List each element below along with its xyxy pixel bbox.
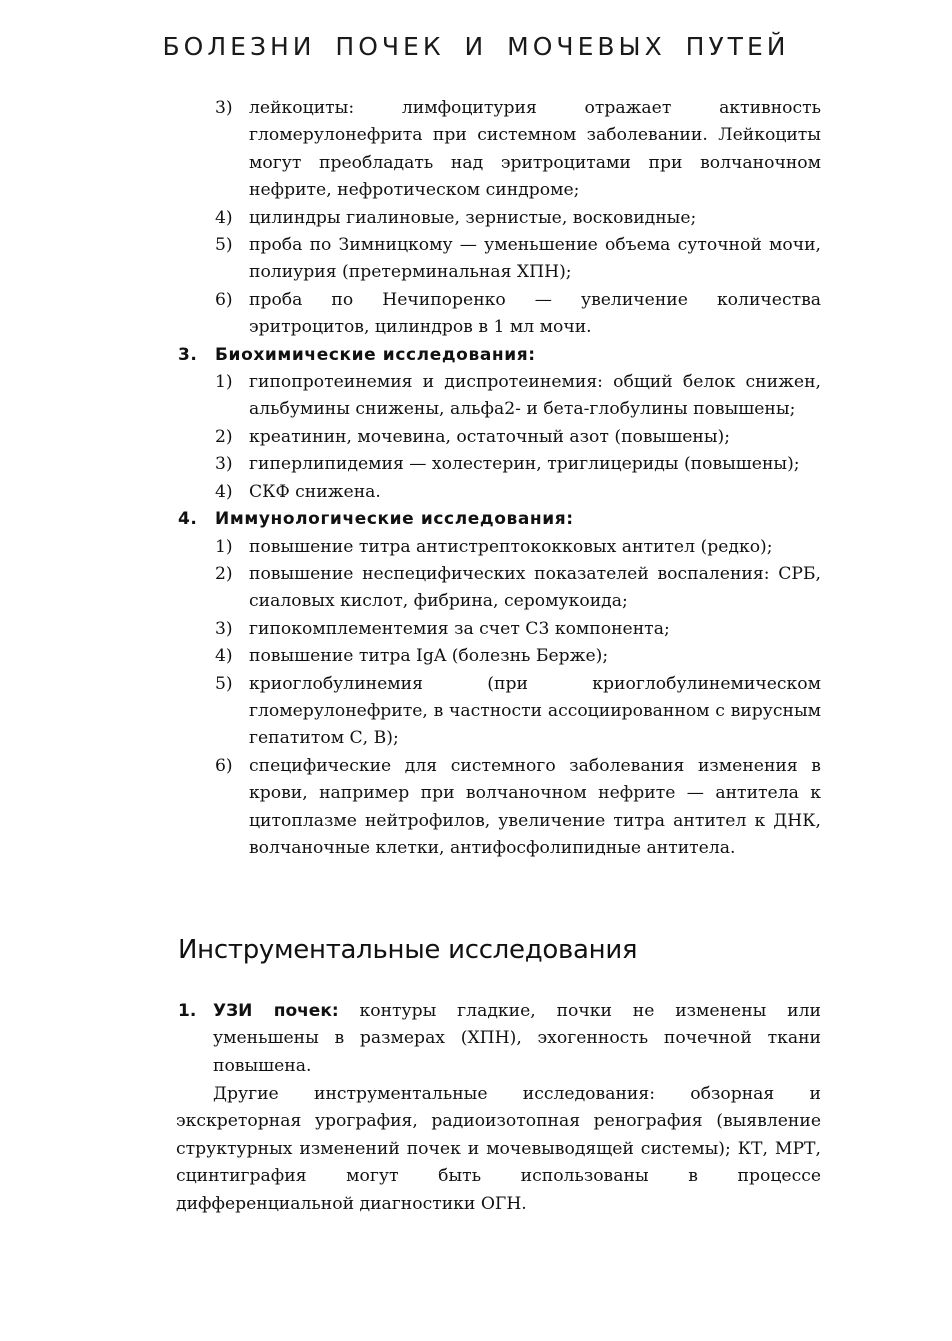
list-item xyxy=(215,479,821,506)
item-text: гиперлипидемия — холестерин, триглицериды (повышены); xyxy=(249,454,800,475)
item-text: гипопротеинемия и диспротеинемия: общий белок снижен, альбумины снижены, альфа2- и бета-глобулины повышены; xyxy=(249,372,821,420)
item-text: СКФ снижена. xyxy=(249,481,381,502)
item-text: проба по Нечипоренко — увеличение количества эритроцитов, цилиндров в 1 мл мочи. xyxy=(249,289,821,338)
section-title: Иммунологические исследования: xyxy=(215,509,574,530)
list-item xyxy=(215,95,821,205)
item-text: криоглобулинемия (при криоглобулинемическом гломерулонефрите, в частности ассоциированном с вирусным гепатитом С, В); xyxy=(249,673,821,749)
list-item xyxy=(215,451,821,478)
item-number: 4) xyxy=(215,481,233,502)
list-item xyxy=(215,643,821,670)
section-title: Биохимические исследования: xyxy=(215,344,536,365)
biochem-list xyxy=(0,369,952,506)
item-text: лейкоциты: лимфоцитурия отражает активность гломерулонефрита при системном заболевании. Лейкоциты могут преобладать над эритроцитами при волчаночном нефрите, нефротическом синдроме; xyxy=(249,98,821,201)
item-number: 1) xyxy=(215,536,233,557)
item-number: 3) xyxy=(215,618,233,639)
item-number: 4) xyxy=(215,207,233,228)
item-text: креатинин, мочевина, остаточный азот (повышены); xyxy=(249,426,731,447)
item-number: 5) xyxy=(215,235,233,256)
section-heading-instrumental: Инструментальные исследования xyxy=(178,935,638,965)
item-number: 6) xyxy=(215,289,233,310)
section-heading-immuno xyxy=(178,506,952,533)
item-number: 2) xyxy=(215,426,233,447)
item-number: 2) xyxy=(215,563,233,584)
list-item xyxy=(215,616,821,643)
section-number: 4. xyxy=(178,509,198,530)
item-number: 3) xyxy=(215,98,233,118)
section-number: 3. xyxy=(178,344,198,365)
list-item xyxy=(215,424,821,451)
section-heading-biochem xyxy=(178,342,952,369)
uzi-item xyxy=(178,998,821,1080)
urine-list xyxy=(0,95,952,342)
list-item xyxy=(215,671,821,753)
item-number: 6) xyxy=(215,755,233,776)
item-text: повышение титра антистрептококковых антител (редко); xyxy=(249,536,773,557)
item-text: цилиндры гиалиновые, зернистые, восковидные; xyxy=(249,207,697,228)
immuno-list xyxy=(0,534,952,863)
uzi-lead: УЗИ почек: xyxy=(213,1001,339,1021)
list-item xyxy=(215,232,821,287)
list-item xyxy=(215,561,821,616)
page-content xyxy=(0,95,952,862)
other-methods-paragraph: Другие инструментальные исследования: обзорная и экскреторная урография, радиоизотопная ренография (выявление структурных изменений почек и мочевыводящей системы); КТ, МРТ, сцинтиграфия могут быть использованы в процессе дифференциальной диагностики ОГН. xyxy=(176,1084,821,1214)
list-item xyxy=(215,753,821,863)
item-text: специфические для системного заболевания изменения в крови, например при волчаночном нефрите — антитела к цитоплазме нейтрофилов, увеличение титра антител к ДНК, волчаночные клетки, антифосфолипидные антитела. xyxy=(249,755,821,858)
running-header: БОЛЕЗНИ ПОЧЕК И МОЧЕВЫХ ПУТЕЙ xyxy=(162,32,790,61)
item-number: 5) xyxy=(215,673,233,694)
list-item xyxy=(215,287,821,342)
item-number: 1) xyxy=(215,372,233,393)
item-number: 4) xyxy=(215,646,233,667)
item-text: повышение титра IgA (болезнь Берже); xyxy=(249,646,609,667)
item-text: проба по Зимницкому — уменьшение объема суточной мочи, полиурия (претерминальная ХПН); xyxy=(249,235,821,283)
item-text: повышение неспецифических показателей воспаления: СРБ, сиаловых кислот, фибрина, серомукоида; xyxy=(249,563,821,612)
list-item xyxy=(215,534,821,561)
item-number: 3) xyxy=(215,454,233,475)
uzi-text: контуры гладкие, почки не изменены или уменьшены в размерах (ХПН), эхогенность почечной ткани повышена. xyxy=(213,1001,821,1076)
list-item xyxy=(215,369,821,424)
item-text: гипокомплементемия за счет С3 компонента; xyxy=(249,618,670,639)
item-number: 1. xyxy=(178,1001,197,1021)
list-item xyxy=(215,205,821,232)
